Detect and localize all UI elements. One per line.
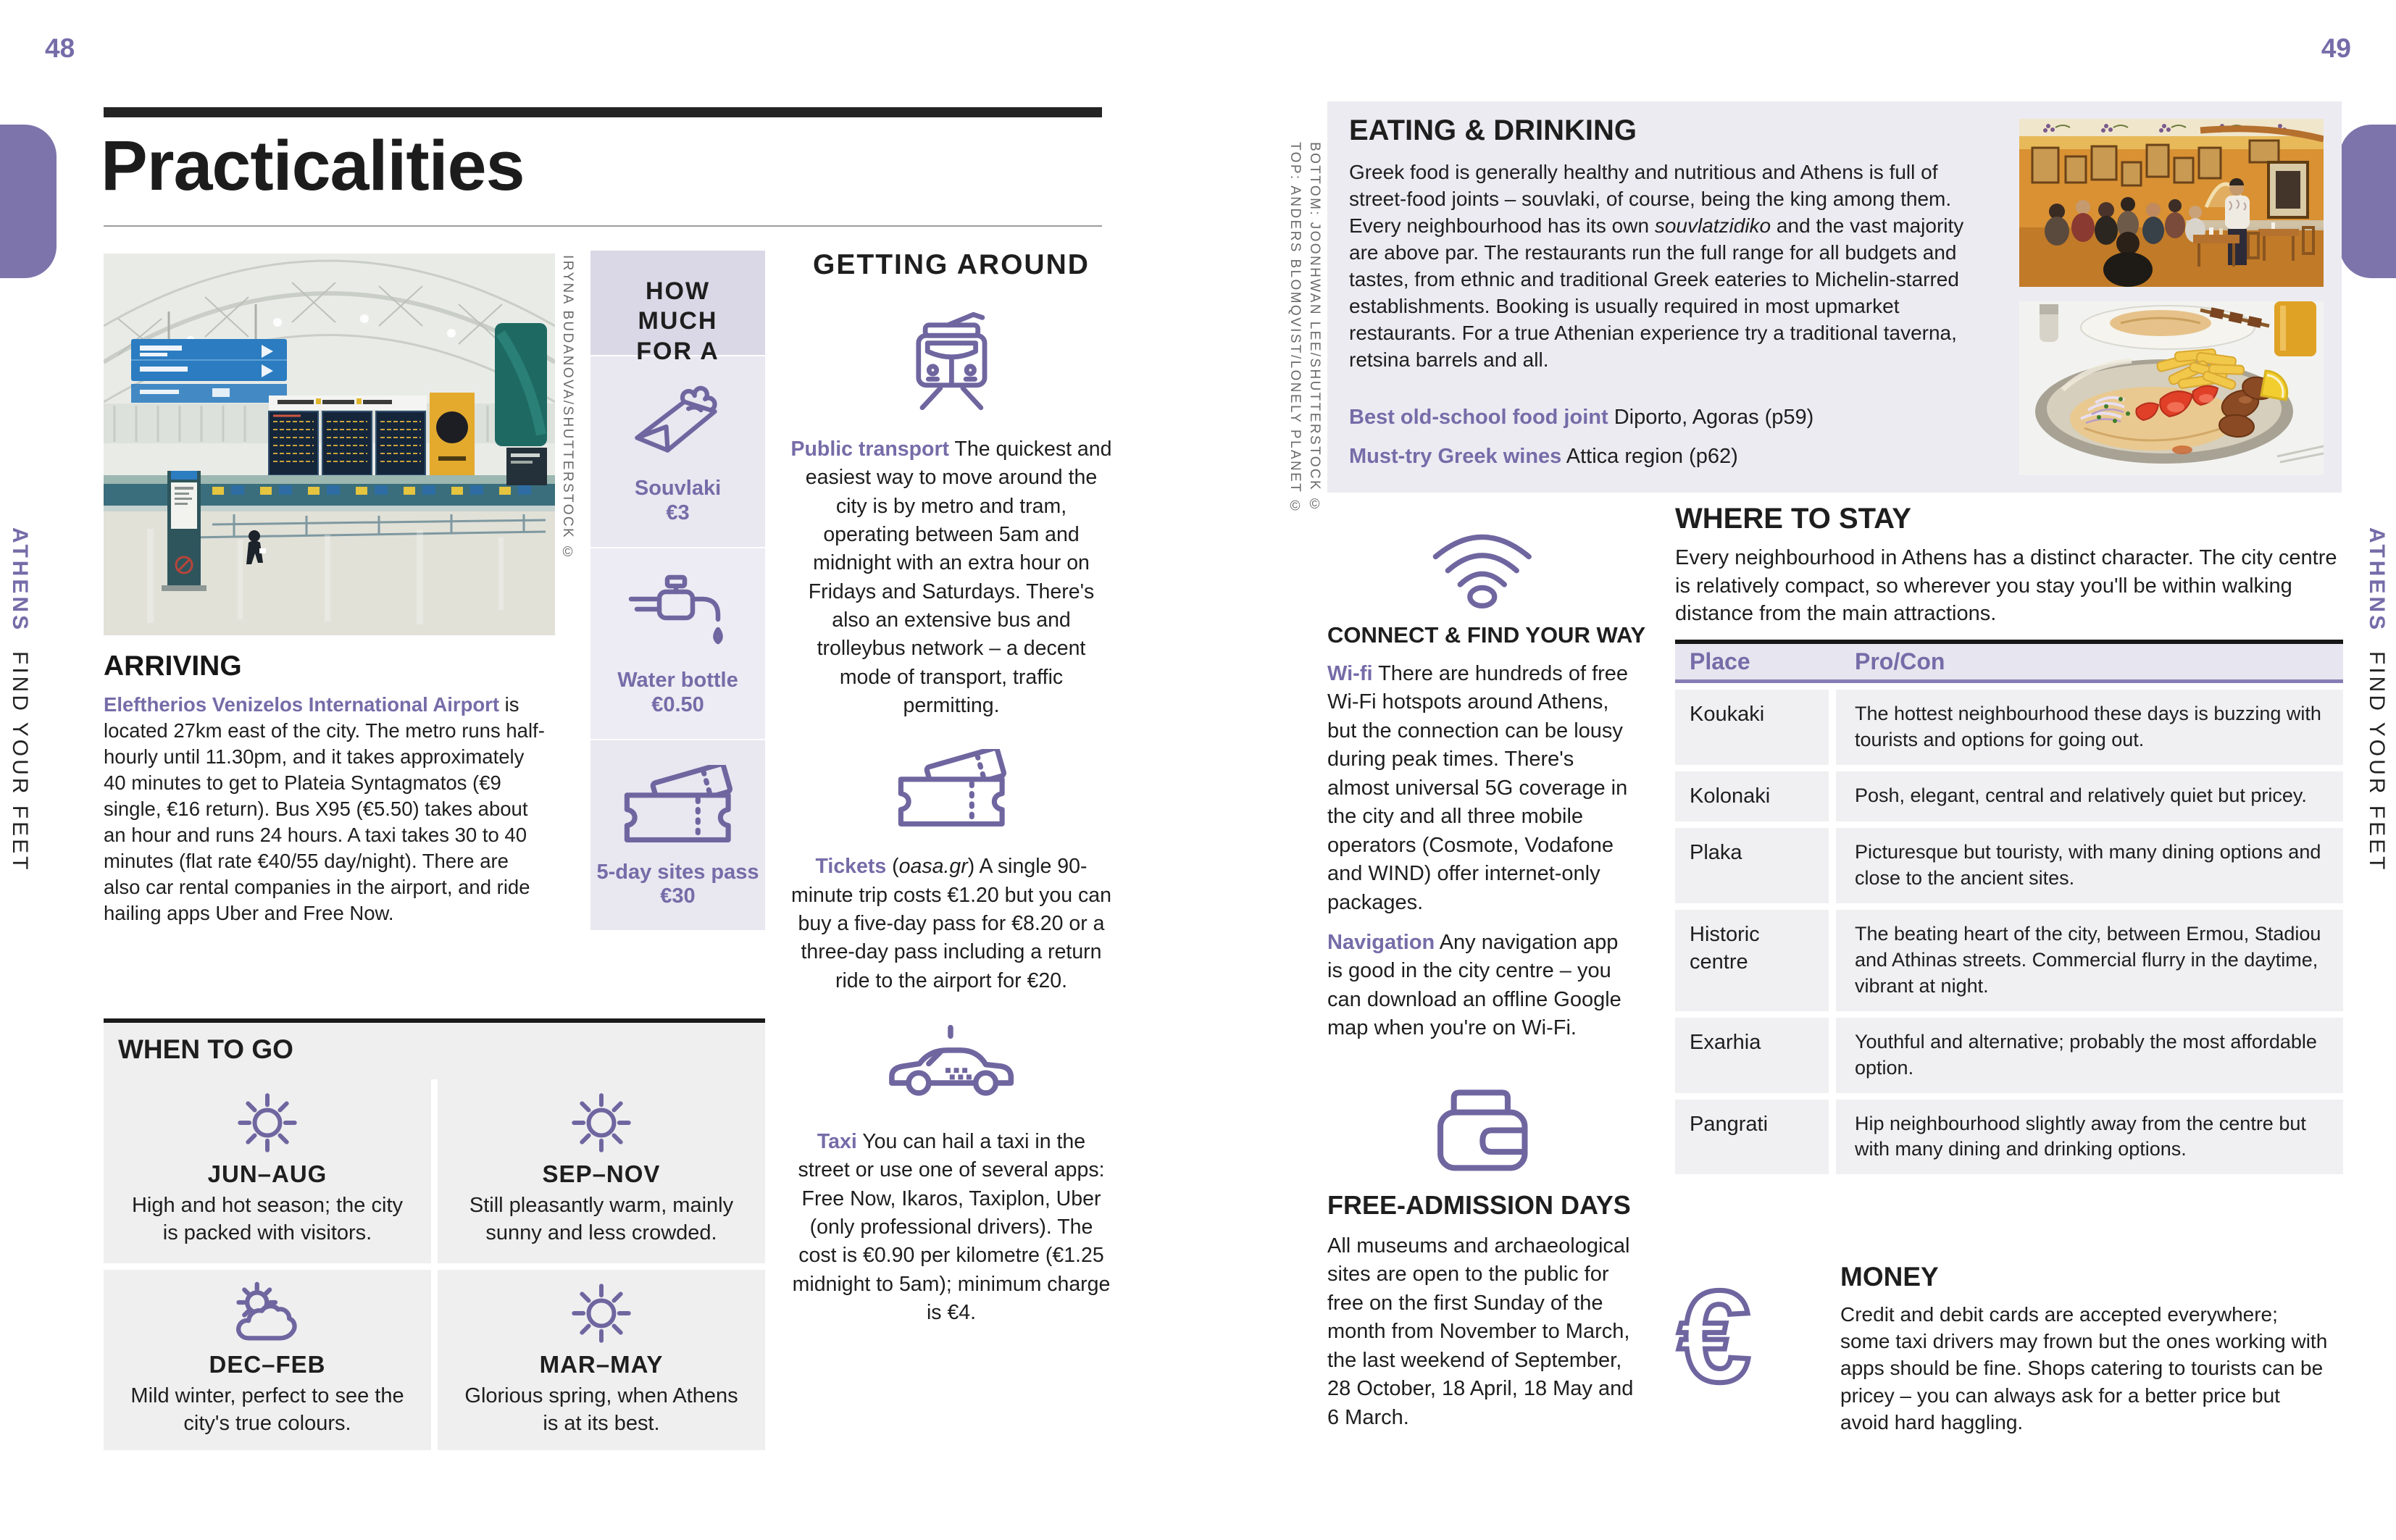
where-to-stay-table: [1675, 640, 2343, 1175]
arriving-paragraph: [104, 692, 548, 926]
tickets-lead: Tickets: [815, 855, 887, 879]
table-cell-procon: Hip neighbourhood slightly away from the centre but with many dining and drinking options.: [1836, 1100, 2343, 1175]
connect-column: [1327, 516, 1646, 1043]
navigation-paragraph: [1327, 929, 1637, 1043]
how-much-item-label: 5-day sites pass: [596, 860, 759, 884]
taxi-icon: [882, 1024, 1020, 1104]
how-much-item-price: €30: [660, 884, 696, 908]
airport-photo: [104, 254, 555, 635]
tickets-url: oasa.gr: [898, 855, 968, 879]
eating-paragraph: [1349, 159, 1992, 374]
taxi-paragraph: [790, 1128, 1112, 1327]
free-admission-heading: FREE-ADMISSION DAYS: [1327, 1190, 1631, 1220]
sun-icon-wrap: [104, 1089, 431, 1156]
tram-icon-wrap: [790, 310, 1112, 415]
when-grid-divider-horizontal: [104, 1263, 765, 1270]
table-header-procon: Pro/Con: [1855, 648, 1945, 674]
wifi-icon-wrap: [1327, 516, 1637, 614]
how-much-item-water: [590, 548, 765, 739]
table-row: [1675, 771, 2343, 822]
getting-around-heading: GETTING AROUND: [813, 249, 1090, 280]
money-section: [1675, 1262, 2343, 1436]
food-photos-credit-bottom: BOTTOM: JOONHWAN LEE/SHUTTERSTOCK ©: [1307, 142, 1322, 514]
when-months: SEP–NOV: [542, 1160, 661, 1187]
arriving-heading: ARRIVING: [104, 650, 242, 682]
page-number-right: 49: [2321, 33, 2351, 63]
when-desc: Still pleasantly warm, mainly sunny and less crowded.: [469, 1194, 734, 1244]
page-title: Practicalities: [101, 126, 525, 205]
arriving-lead: Eleftherios Venizelos International Airport: [104, 693, 500, 716]
table-cell-place: Koukaki: [1675, 690, 1829, 765]
table-cell-procon: The hottest neighbourhood these days is buzzing with tourists and options for going out.: [1836, 690, 2343, 765]
table-cell-procon: Youthful and alternative; probably the most affordable option.: [1836, 1018, 2343, 1093]
sun-cloud-icon: [229, 1280, 306, 1347]
title-bottom-rule: [104, 225, 1102, 227]
best-food-value: Diporto, Agoras (p59): [1608, 406, 1814, 429]
tickets-paragraph: [790, 853, 1112, 995]
table-cell-place: Kolonaki: [1675, 771, 1829, 822]
where-to-stay-column: [1675, 503, 2343, 1174]
when-cell-jun-aug: [104, 1079, 431, 1247]
wine-label: Must-try Greek wines: [1349, 445, 1562, 468]
page-number-left: 48: [45, 33, 75, 63]
tickets-icon-wrap: [790, 749, 1112, 832]
best-food-label: Best old-school food joint: [1349, 406, 1608, 429]
wallet-icon-wrap: [1327, 1084, 1637, 1181]
taxi-lead: Taxi: [817, 1129, 857, 1153]
taverna-photo: [2019, 119, 2324, 287]
taxi-text: You can hail a taxi in the street or use one of several apps: Free Now, Ikaros, Taxiplon, Uber (only professional drivers). The cost is €0.90 per kilometre (€1.25 midnight to 5am); minimum charge is €4.: [792, 1129, 1111, 1324]
table-cell-place: Plaka: [1675, 828, 1829, 903]
eating-drinking-panel: [1327, 101, 2342, 493]
table-row: [1675, 1018, 2343, 1093]
tram-icon: [903, 310, 1001, 411]
sun-icon-wrap: [438, 1280, 765, 1347]
navigation-text: Any navigation app is good in the city centre – you can download an offline Google map when you're on Wi-Fi.: [1327, 930, 1621, 1040]
when-desc: High and hot season; the city is packed with visitors.: [131, 1194, 403, 1244]
money-heading: MONEY: [1840, 1262, 1939, 1292]
public-transport-lead: Public transport: [790, 438, 950, 461]
free-admission-column: [1327, 1084, 1637, 1432]
water-tap-icon: [625, 573, 730, 653]
getting-around-column: [790, 249, 1112, 1327]
tickets-pre: (: [886, 855, 899, 879]
how-much-item-price: €3: [666, 501, 690, 524]
best-food-joint-line: [1349, 406, 1813, 430]
taverna-photo-illustration: [2019, 119, 2324, 287]
souvlaki-plate-photo: [2019, 301, 2324, 475]
free-admission-text: All museums and archaeological sites are open to the public for free on the first Sunday of the month from November to March, the last weekend of September, 28 October, 18 April, 18 May and 6 March.: [1327, 1234, 1634, 1429]
table-row: [1675, 1100, 2343, 1175]
when-desc: Mild winter, perfect to see the city's true colours.: [130, 1384, 404, 1435]
connect-heading: CONNECT & FIND YOUR WAY: [1327, 622, 1646, 648]
eating-text-1: Greek food is generally healthy and nutritious and Athens is full of street-food joints – souvlaki, of course, being the king among them. Every neighbourhood has its own: [1349, 161, 1952, 237]
table-row: [1675, 690, 2343, 765]
when-cell-dec-feb: [104, 1270, 431, 1437]
wifi-lead: Wi-fi: [1327, 662, 1373, 685]
tickets-text: ) A single 90-minute trip costs €1.20 but you can buy a five-day pass for €8.20 or a three-day pass including a return ride to the airport for €20.: [790, 855, 1111, 992]
sun-cloud-icon-wrap: [104, 1280, 431, 1347]
table-cell-place: Pangrati: [1675, 1100, 1829, 1175]
sun-icon-wrap: [438, 1089, 765, 1156]
navigation-lead: Navigation: [1327, 930, 1435, 954]
how-much-panel: [590, 251, 765, 930]
where-to-stay-intro: Every neighbourhood in Athens has a distinct character. The city centre is relatively compact, so wherever you stay you'll be within walking distance from the main attractions.: [1675, 546, 2337, 626]
eating-italic: souvlatzidiko: [1654, 214, 1771, 237]
table-row: [1675, 910, 2343, 1011]
when-to-go-heading: WHEN TO GO: [118, 1034, 293, 1064]
title-top-rule: [104, 107, 1102, 117]
where-to-stay-heading: WHERE TO STAY: [1675, 503, 1911, 535]
sun-icon: [568, 1089, 635, 1156]
table-cell-procon: Picturesque but touristy, with many dining options and close to the ancient sites.: [1836, 828, 2343, 903]
when-months: DEC–FEB: [209, 1351, 326, 1378]
table-cell-place: Exarhia: [1675, 1018, 1829, 1093]
table-cell-place: Historic centre: [1675, 910, 1829, 1011]
wine-value: Attica region (p62): [1561, 445, 1738, 468]
airport-photo-illustration: [104, 254, 555, 635]
table-row: [1675, 828, 2343, 903]
left-edge-section-label: [7, 527, 32, 873]
wifi-icon: [1421, 516, 1544, 610]
edge-section-label: FIND YOUR FEET: [2365, 651, 2389, 873]
edge-brand-label: ATHENS: [8, 527, 32, 633]
left-edge-tab: [0, 125, 57, 278]
arriving-text: is located 27km east of the city. The metro runs half-hourly until 11.30pm, and it takes approximately 40 minutes to get to Plateia Syntagmatos (€9 single, €16 return). Bus X95 (€5.50) takes about an hour and runs 24 hours. A taxi takes 30 to 40 minutes (flat rate €40/55 day/night). There are also car rental companies in the airport, and ride hailing apps Uber and Free Now.: [104, 693, 545, 925]
edge-section-label: FIND YOUR FEET: [8, 651, 32, 873]
when-cell-sep-nov: [438, 1079, 765, 1247]
souvlaki-plate-illustration: [2019, 301, 2324, 475]
wallet-icon: [1429, 1084, 1537, 1178]
table-cell-procon: The beating heart of the city, between Ermou, Stadiou and Athinas streets. Commercial flurry in the daytime, vibrant at night.: [1836, 910, 2343, 1011]
table-header-place: Place: [1690, 648, 1750, 674]
tickets-icon: [890, 749, 1014, 829]
how-much-item-price: €0.50: [651, 692, 704, 716]
taxi-icon-wrap: [790, 1024, 1112, 1108]
food-photos-credit-top: TOP: ANDERS BLOMQVIST/LONELY PLANET ©: [1287, 142, 1303, 516]
how-much-item-souvlaki: [590, 356, 765, 547]
public-transport-paragraph: [790, 435, 1112, 720]
when-to-go-panel: [104, 1018, 765, 1450]
euro-icon: [1678, 1272, 1750, 1402]
greek-wines-line: [1349, 445, 1738, 469]
wifi-paragraph: [1327, 660, 1637, 917]
eating-text-2: and the vast majority are above par. The restaurants run the full range for all budgets and tastes, from ethnic and traditional Greek eateries to Michelin-starred establishments. Booking is usually required in most upmarket restaurants. For a true Athenian experience try a traditional taverna, retsina barrels and all.: [1349, 214, 1964, 371]
public-transport-text: The quickest and easiest way to move around the city is by metro and tram, operating between 5am and midnight with an extra hour on Fridays and Saturdays. There's also an extensive bus and trolleybus network – a decent mode of transport, traffic permitting.: [805, 438, 1112, 717]
sun-icon: [568, 1280, 635, 1347]
right-edge-section-label: [2364, 527, 2389, 873]
sun-icon: [234, 1089, 301, 1156]
when-cell-mar-may: [438, 1270, 765, 1437]
souvlaki-wrap-icon: [627, 381, 728, 461]
when-months: MAR–MAY: [539, 1351, 664, 1378]
table-cell-procon: Posh, elegant, central and relatively quiet but pricey.: [1836, 771, 2343, 822]
tickets-icon: [616, 765, 740, 845]
when-months: JUN–AUG: [207, 1160, 327, 1187]
airport-photo-credit: IRYNA BUDANOVA/SHUTTERSTOCK ©: [560, 255, 575, 562]
how-much-item-label: Souvlaki: [634, 477, 722, 500]
right-edge-tab: [2339, 125, 2396, 278]
how-much-item-sites-pass: [590, 740, 765, 931]
table-header-row: [1675, 644, 2343, 683]
how-much-heading: HOW MUCH FOR A: [590, 251, 765, 355]
edge-brand-label: ATHENS: [2365, 527, 2389, 633]
how-much-item-label: Water bottle: [617, 668, 738, 692]
wifi-text: There are hundreds of free Wi-Fi hotspots around Athens, but the connection can be lousy during peak times. There's almost universal 5G coverage in the city and all three mobile operators (Cosmote, Vodafone and WIND) offer internet-only packages.: [1327, 662, 1629, 914]
money-text: Credit and debit cards are accepted everywhere; some taxi drivers may frown but the ones working with apps should be fine. Shops catering to tourists can be pricey – you can always ask for a better price but avoid hard haggling.: [1840, 1303, 2328, 1434]
when-desc: Glorious spring, when Athens is at its best.: [464, 1384, 738, 1435]
eating-heading: EATING & DRINKING: [1349, 114, 1637, 146]
